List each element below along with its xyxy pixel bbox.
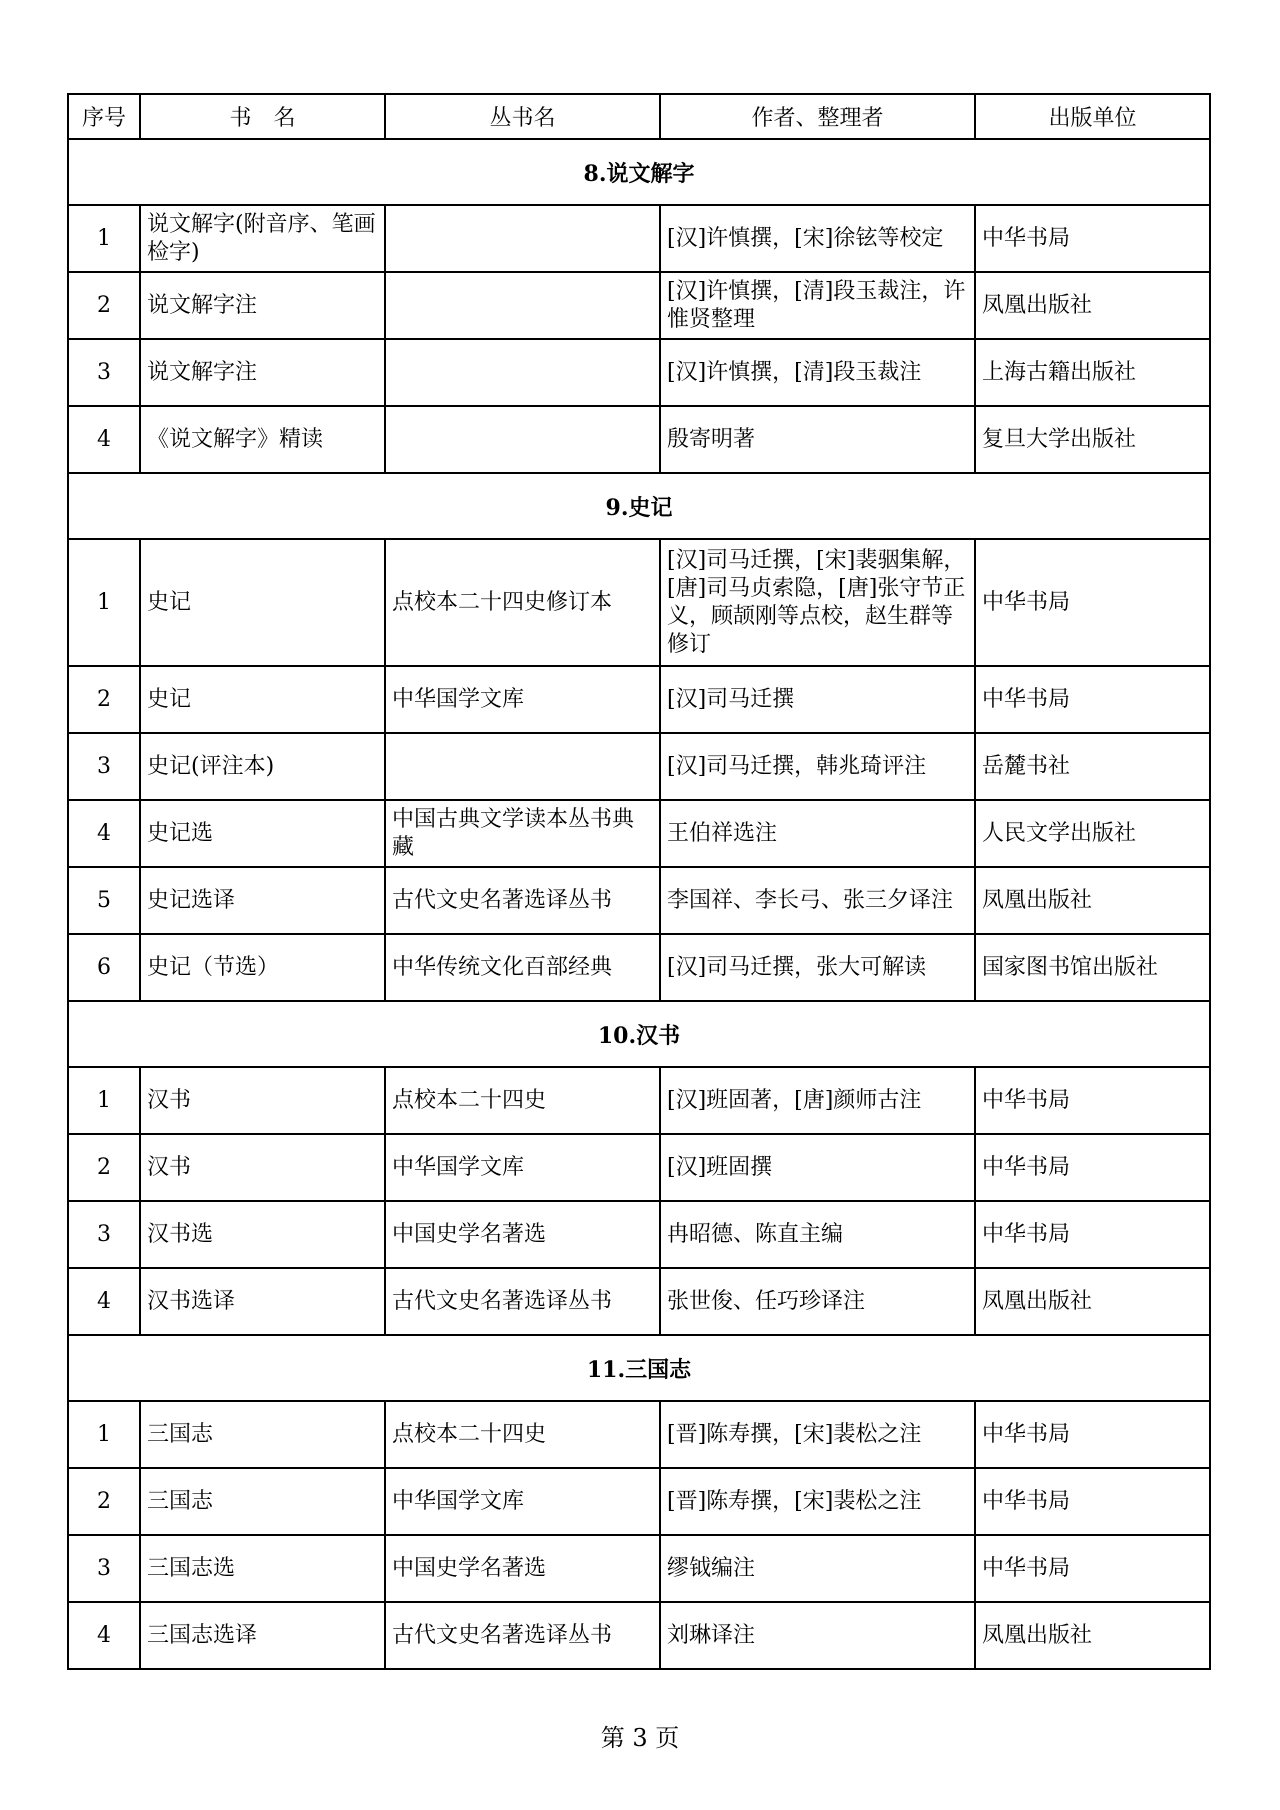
header-title: 书 名 [140, 94, 385, 139]
cell-series [385, 205, 660, 272]
cell-book-title: 三国志 [140, 1468, 385, 1535]
cell-author: 王伯祥选注 [660, 800, 975, 867]
cell-author: 冉昭德、陈直主编 [660, 1201, 975, 1268]
cell-publisher: 中华书局 [975, 1134, 1210, 1201]
cell-book-title: 史记 [140, 539, 385, 666]
cell-book-title: 说文解字注 [140, 272, 385, 339]
cell-index: 2 [68, 666, 140, 733]
cell-author: [晋]陈寿撰，[宋]裴松之注 [660, 1468, 975, 1535]
table-row [68, 406, 1210, 473]
cell-index: 3 [68, 339, 140, 406]
cell-series: 中国史学名著选 [385, 1535, 660, 1602]
table-row [68, 733, 1210, 800]
table-row [68, 272, 1210, 339]
header-index: 序号 [68, 94, 140, 139]
cell-series [385, 272, 660, 339]
book-list-table [67, 93, 1211, 1670]
cell-author: [汉]司马迁撰 [660, 666, 975, 733]
header-publisher: 出版单位 [975, 94, 1210, 139]
cell-book-title: 说文解字注 [140, 339, 385, 406]
section-row [68, 1335, 1210, 1401]
cell-author: [晋]陈寿撰，[宋]裴松之注 [660, 1401, 975, 1468]
cell-series: 古代文史名著选译丛书 [385, 1602, 660, 1669]
header-author: 作者、整理者 [660, 94, 975, 139]
cell-series [385, 339, 660, 406]
cell-series: 点校本二十四史修订本 [385, 539, 660, 666]
cell-index: 2 [68, 1468, 140, 1535]
cell-author: 殷寄明著 [660, 406, 975, 473]
section-row [68, 139, 1210, 205]
cell-publisher: 中华书局 [975, 1468, 1210, 1535]
cell-series: 中国史学名著选 [385, 1201, 660, 1268]
cell-book-title: 史记 [140, 666, 385, 733]
cell-author: 刘琳译注 [660, 1602, 975, 1669]
cell-author: [汉]司马迁撰，张大可解读 [660, 934, 975, 1001]
table-row [68, 539, 1210, 666]
cell-publisher: 国家图书馆出版社 [975, 934, 1210, 1001]
cell-book-title: 汉书 [140, 1067, 385, 1134]
table-row [68, 1401, 1210, 1468]
table-row [68, 1067, 1210, 1134]
cell-publisher: 凤凰出版社 [975, 272, 1210, 339]
table-row [68, 1535, 1210, 1602]
cell-book-title: 三国志选译 [140, 1602, 385, 1669]
cell-series [385, 733, 660, 800]
section-row [68, 1001, 1210, 1067]
cell-series [385, 406, 660, 473]
table-row [68, 1201, 1210, 1268]
cell-author: [汉]司马迁撰，韩兆琦评注 [660, 733, 975, 800]
cell-publisher: 复旦大学出版社 [975, 406, 1210, 473]
cell-index: 4 [68, 1602, 140, 1669]
cell-publisher: 凤凰出版社 [975, 867, 1210, 934]
cell-book-title: 汉书 [140, 1134, 385, 1201]
cell-publisher: 凤凰出版社 [975, 1602, 1210, 1669]
cell-author: 张世俊、任巧珍译注 [660, 1268, 975, 1335]
cell-author: [汉]班固著，[唐]颜师古注 [660, 1067, 975, 1134]
cell-index: 1 [68, 1067, 140, 1134]
cell-series: 点校本二十四史 [385, 1401, 660, 1468]
cell-author: [汉]许慎撰，[宋]徐铉等校定 [660, 205, 975, 272]
cell-author: 李国祥、李长弓、张三夕译注 [660, 867, 975, 934]
cell-index: 5 [68, 867, 140, 934]
section-title: 10.汉书 [68, 1001, 1210, 1067]
cell-author: [汉]司马迁撰，[宋]裴骃集解，[唐]司马贞索隐，[唐]张守节正义，顾颉刚等点校，赵生群等修订 [660, 539, 975, 666]
cell-publisher: 中华书局 [975, 1535, 1210, 1602]
cell-book-title: 史记选译 [140, 867, 385, 934]
cell-series: 中华国学文库 [385, 1134, 660, 1201]
cell-author: 缪钺编注 [660, 1535, 975, 1602]
table-row [68, 1268, 1210, 1335]
cell-index: 1 [68, 539, 140, 666]
cell-index: 2 [68, 272, 140, 339]
cell-book-title: 三国志选 [140, 1535, 385, 1602]
table-row [68, 867, 1210, 934]
table-row [68, 1134, 1210, 1201]
cell-series: 点校本二十四史 [385, 1067, 660, 1134]
cell-book-title: 《说文解字》精读 [140, 406, 385, 473]
cell-index: 1 [68, 205, 140, 272]
table-row [68, 339, 1210, 406]
cell-publisher: 中华书局 [975, 666, 1210, 733]
cell-publisher: 人民文学出版社 [975, 800, 1210, 867]
cell-book-title: 史记(评注本) [140, 733, 385, 800]
cell-book-title: 说文解字(附音序、笔画检字) [140, 205, 385, 272]
cell-book-title: 三国志 [140, 1401, 385, 1468]
cell-publisher: 中华书局 [975, 539, 1210, 666]
cell-index: 3 [68, 1201, 140, 1268]
section-title: 8.说文解字 [68, 139, 1210, 205]
table-row [68, 1602, 1210, 1669]
cell-publisher: 中华书局 [975, 1401, 1210, 1468]
cell-publisher: 上海古籍出版社 [975, 339, 1210, 406]
section-title: 9.史记 [68, 473, 1210, 539]
cell-series: 中华国学文库 [385, 666, 660, 733]
cell-publisher: 岳麓书社 [975, 733, 1210, 800]
page-number: 第 3 页 [600, 1724, 680, 1752]
section-row [68, 473, 1210, 539]
cell-author: [汉]许慎撰，[清]段玉裁注 [660, 339, 975, 406]
table-row [68, 800, 1210, 867]
header-series: 丛书名 [385, 94, 660, 139]
cell-publisher: 凤凰出版社 [975, 1268, 1210, 1335]
table-row [68, 205, 1210, 272]
table-body [68, 139, 1210, 1669]
cell-series: 中华传统文化百部经典 [385, 934, 660, 1001]
cell-index: 3 [68, 1535, 140, 1602]
cell-series: 中华国学文库 [385, 1468, 660, 1535]
table-row [68, 666, 1210, 733]
header-row [68, 94, 1210, 139]
section-title: 11.三国志 [68, 1335, 1210, 1401]
cell-index: 2 [68, 1134, 140, 1201]
cell-author: [汉]班固撰 [660, 1134, 975, 1201]
cell-series: 古代文史名著选译丛书 [385, 1268, 660, 1335]
cell-index: 1 [68, 1401, 140, 1468]
cell-index: 6 [68, 934, 140, 1001]
cell-index: 4 [68, 406, 140, 473]
cell-series: 古代文史名著选译丛书 [385, 867, 660, 934]
cell-index: 3 [68, 733, 140, 800]
table-row [68, 934, 1210, 1001]
cell-series: 中国古典文学读本丛书典藏 [385, 800, 660, 867]
cell-publisher: 中华书局 [975, 1201, 1210, 1268]
cell-publisher: 中华书局 [975, 1067, 1210, 1134]
cell-book-title: 汉书选 [140, 1201, 385, 1268]
cell-publisher: 中华书局 [975, 205, 1210, 272]
cell-book-title: 史记（节选） [140, 934, 385, 1001]
table-row [68, 1468, 1210, 1535]
cell-author: [汉]许慎撰，[清]段玉裁注，许惟贤整理 [660, 272, 975, 339]
cell-book-title: 史记选 [140, 800, 385, 867]
cell-index: 4 [68, 1268, 140, 1335]
cell-book-title: 汉书选译 [140, 1268, 385, 1335]
cell-index: 4 [68, 800, 140, 867]
